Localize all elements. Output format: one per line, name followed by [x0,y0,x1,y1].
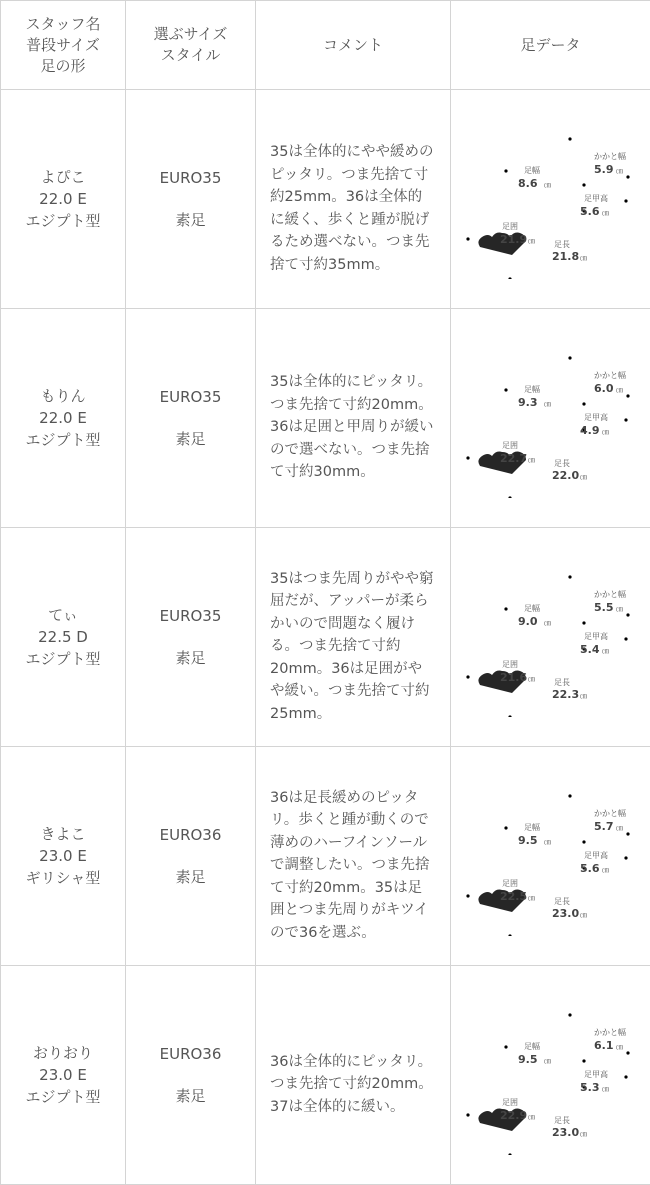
foot-diagram [466,776,636,936]
heel-width-value: 5.7 [594,820,614,833]
length-value: 21.8 [552,250,579,263]
girth-unit: ㎝ [528,456,535,464]
girth-value: 21.9 [500,233,527,246]
girth-label: 足囲 [502,441,518,450]
heel-width-unit: ㎝ [616,386,623,394]
girth-label: 足囲 [502,1098,518,1107]
staff-name: おりおり [1,1042,125,1064]
length-label: 足長 [554,240,570,249]
foot-data-cell [451,747,650,966]
width-label: 足幅 [524,165,540,175]
foot-data-cell [451,966,650,1185]
heel-width-unit: ㎝ [616,605,623,613]
instep-unit: ㎝ [602,647,609,655]
usual-size: 22.0 E [1,407,125,429]
width-label: 足幅 [524,384,540,394]
girth-unit: ㎝ [528,894,535,902]
width-value: 9.5 [518,834,538,847]
style: 素足 [126,209,255,231]
width-label: 足幅 [524,822,540,832]
staff-name: てぃ [1,604,125,626]
instep-value: 5.3 [580,1081,600,1094]
selected-size: EURO35 [126,167,255,189]
usual-size: 22.5 D [1,626,125,648]
girth-label: 足囲 [502,879,518,888]
girth-value: 22.9 [500,1109,527,1122]
instep-value: 5.4 [580,643,600,656]
length-value: 23.0 [552,1126,579,1139]
length-unit: ㎝ [580,692,587,700]
table-row [1,966,650,1185]
style: 素足 [126,428,255,450]
instep-value: 4.9 [580,424,600,437]
width-value: 9.5 [518,1053,538,1066]
instep-unit: ㎝ [602,209,609,217]
comment-cell: 35は全体的にピッタリ。つま先捨て寸約20mm。36は足囲と甲周りが緩いので選べない。つま先捨て寸約30mm。 [256,309,451,528]
heel-width-label: かかと幅 [594,589,626,599]
selected-size: EURO36 [126,824,255,846]
header-size [126,1,256,90]
heel-width-unit: ㎝ [616,1043,623,1051]
heel-width-label: かかと幅 [594,151,626,161]
foot-shape: エジプト型 [1,429,125,451]
header-foot-data: 足データ [451,1,650,90]
girth-value: 22.7 [500,452,527,465]
length-label: 足長 [554,678,570,687]
size-cell [126,309,256,528]
comment-cell: 36は足長緩めのピッタリ。歩くと踵が動くので薄めのハーフインソールで調整したい。つま先捨て寸約20mm。35は足囲とつま先周りがキツイので36を選ぶ。 [256,747,451,966]
comment-cell: 35は全体的にやや緩めのピッタリ。つま先捨て寸約25mm。36は全体的に緩く、歩くと踵が脱げるため選べない。つま先捨て寸約35mm。 [256,90,451,309]
header-size-line2: スタイル [126,45,255,66]
girth-value: 22.5 [500,890,527,903]
staff-name: よぴこ [1,166,125,188]
style: 素足 [126,866,255,888]
comment-cell: 35はつま先周りがやや窮屈だが、アッパーが柔らかいので問題なく履ける。つま先捨て寸約20mm。36は足囲がやや緩い。つま先捨て寸約25mm。 [256,528,451,747]
length-unit: ㎝ [580,473,587,481]
length-unit: ㎝ [580,254,587,262]
instep-unit: ㎝ [602,428,609,436]
width-value: 9.0 [518,615,538,628]
heel-width-label: かかと幅 [594,1027,626,1037]
header-staff [1,1,126,90]
comment-cell: 36は全体的にピッタリ。つま先捨て寸約20mm。37は全体的に緩い。 [256,966,451,1185]
length-label: 足長 [554,459,570,468]
width-unit: ㎝ [544,181,551,189]
instep-value: 5.6 [580,862,600,875]
style: 素足 [126,1085,255,1107]
usual-size: 23.0 E [1,845,125,867]
foot-data-cell [451,309,650,528]
girth-value: 21.6 [500,671,527,684]
instep-unit: ㎝ [602,866,609,874]
width-unit: ㎝ [544,400,551,408]
length-value: 22.3 [552,688,579,701]
width-label: 足幅 [524,1041,540,1051]
selected-size: EURO35 [126,605,255,627]
table-row [1,528,650,747]
girth-label: 足囲 [502,222,518,231]
instep-unit: ㎝ [602,1085,609,1093]
staff-cell [1,309,126,528]
width-unit: ㎝ [544,838,551,846]
width-value: 8.6 [518,177,538,190]
header-row [1,1,650,90]
girth-label: 足囲 [502,660,518,669]
size-cell [126,528,256,747]
usual-size: 23.0 E [1,1064,125,1086]
instep-label: 足甲高 [584,412,608,422]
staff-cell [1,747,126,966]
length-label: 足長 [554,1116,570,1125]
table-row [1,90,650,309]
instep-value: 5.6 [580,205,600,218]
instep-label: 足甲高 [584,631,608,641]
selected-size: EURO36 [126,1043,255,1065]
style: 素足 [126,647,255,669]
foot-shape: エジプト型 [1,210,125,232]
heel-width-unit: ㎝ [616,167,623,175]
girth-unit: ㎝ [528,1113,535,1121]
width-unit: ㎝ [544,1057,551,1065]
selected-size: EURO35 [126,386,255,408]
length-unit: ㎝ [580,911,587,919]
instep-label: 足甲高 [584,193,608,203]
length-label: 足長 [554,897,570,906]
girth-unit: ㎝ [528,675,535,683]
foot-diagram [466,995,636,1155]
foot-shape: ギリシャ型 [1,867,125,889]
header-staff-line3: 足の形 [1,56,125,77]
width-value: 9.3 [518,396,538,409]
header-size-line1: 選ぶサイズ [126,24,255,45]
size-cell [126,747,256,966]
instep-label: 足甲高 [584,1069,608,1079]
foot-shape: エジプト型 [1,1086,125,1108]
length-unit: ㎝ [580,1130,587,1138]
staff-cell [1,966,126,1185]
table-row [1,309,650,528]
width-label: 足幅 [524,603,540,613]
foot-data-cell [451,90,650,309]
instep-label: 足甲高 [584,850,608,860]
heel-width-value: 5.9 [594,163,614,176]
width-unit: ㎝ [544,619,551,627]
heel-width-value: 5.5 [594,601,614,614]
heel-width-value: 6.0 [594,382,614,395]
header-comment: コメント [256,1,451,90]
header-staff-line1: スタッフ名 [1,14,125,35]
foot-shape: エジプト型 [1,648,125,670]
girth-unit: ㎝ [528,237,535,245]
size-cell [126,90,256,309]
heel-width-value: 6.1 [594,1039,614,1052]
foot-data-cell [451,528,650,747]
length-value: 23.0 [552,907,579,920]
header-staff-line2: 普段サイズ [1,35,125,56]
staff-name: きよこ [1,823,125,845]
usual-size: 22.0 E [1,188,125,210]
foot-diagram [466,338,636,498]
heel-width-label: かかと幅 [594,808,626,818]
foot-diagram [466,557,636,717]
length-value: 22.0 [552,469,579,482]
table-row [1,747,650,966]
staff-cell [1,528,126,747]
heel-width-unit: ㎝ [616,824,623,832]
staff-name: もりん [1,385,125,407]
size-cell [126,966,256,1185]
staff-cell [1,90,126,309]
heel-width-label: かかと幅 [594,370,626,380]
foot-diagram [466,119,636,279]
